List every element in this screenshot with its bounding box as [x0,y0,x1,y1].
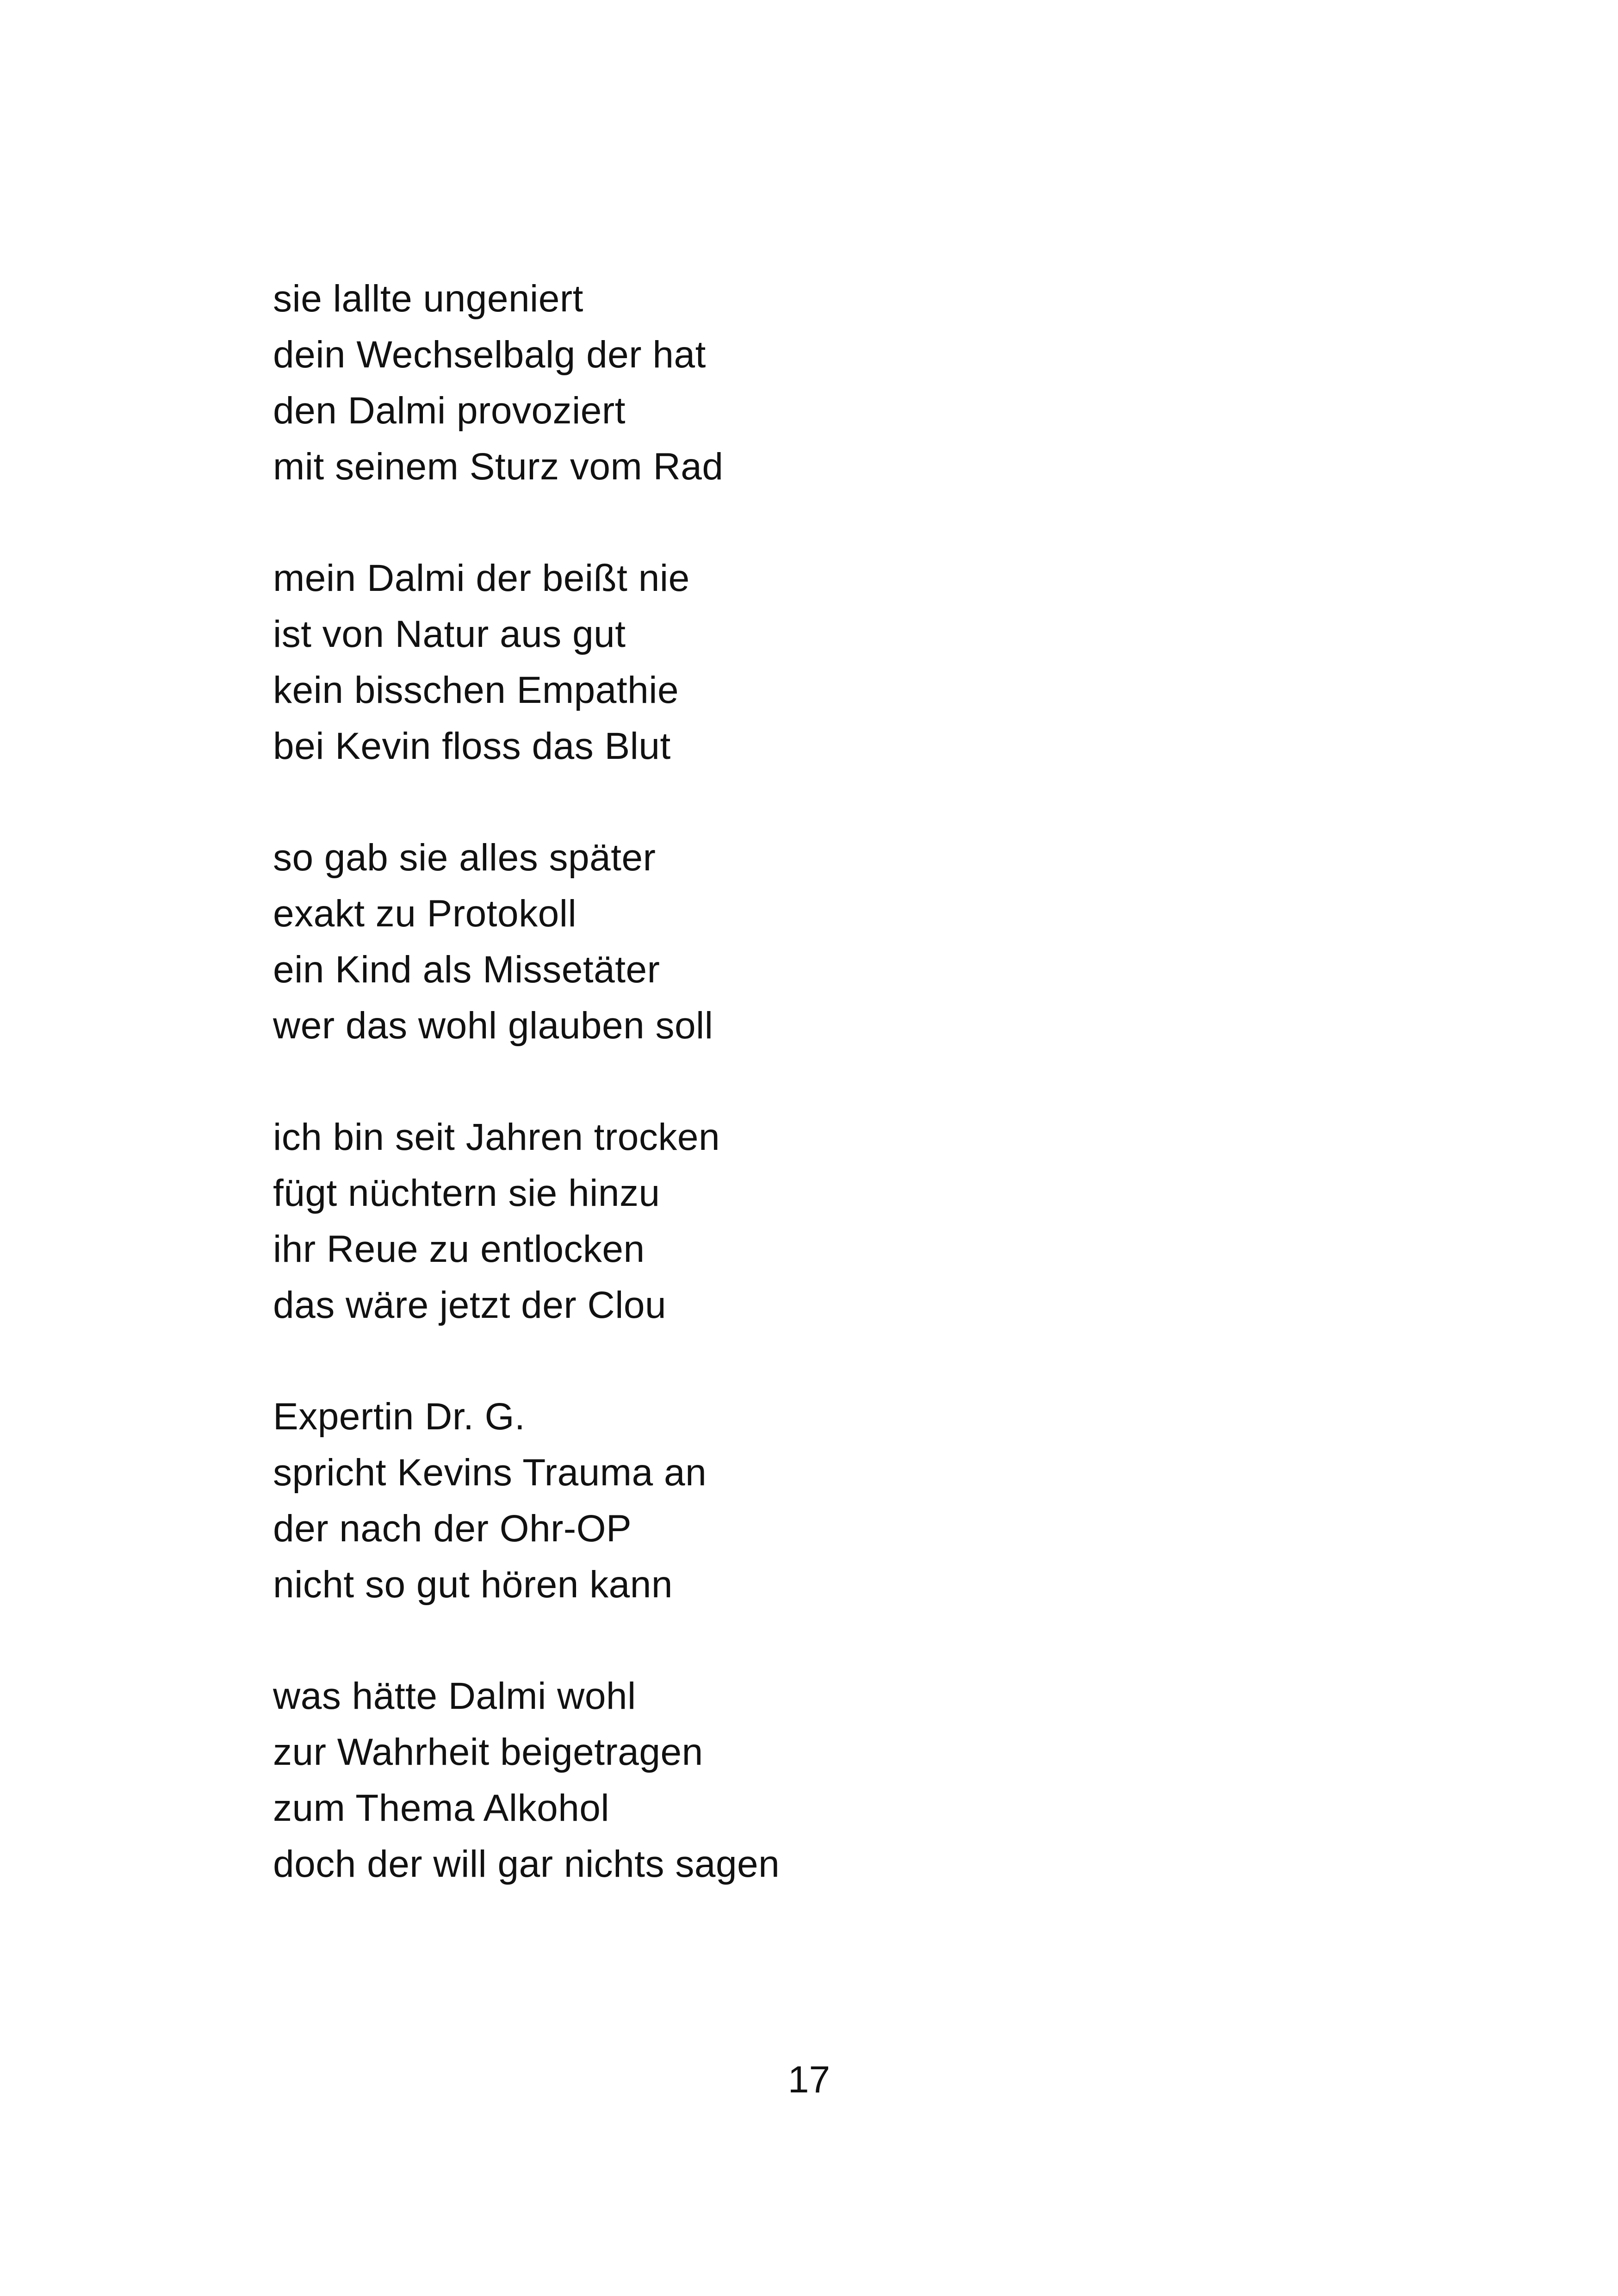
poem-line: was hätte Dalmi wohl [273,1675,636,1717]
poem-line: mein Dalmi der beißt nie [273,557,690,599]
poem-line: fügt nüchtern sie hinzu [273,1172,660,1214]
poem-line: mit seinem Sturz vom Rad [273,446,724,488]
poem-line: bei Kevin floss das Blut [273,725,671,767]
poem [273,271,1383,1948]
poem-line: dein Wechselbalg der hat [273,334,706,376]
stanza-5 [273,1389,1383,1613]
stanza-1 [273,271,1383,495]
poem-line: ist von Natur aus gut [273,613,626,655]
poem-line: das wäre jetzt der Clou [273,1284,667,1326]
stanza-4 [273,1109,1383,1333]
poem-line: ich bin seit Jahren trocken [273,1116,720,1158]
poem-line: den Dalmi provoziert [273,390,626,432]
poem-line: zum Thema Alkohol [273,1787,610,1829]
poem-line: exakt zu Protokoll [273,893,577,935]
page-number: 17 [787,2059,831,2101]
stanza-2 [273,550,1383,774]
poem-line: Expertin Dr. G. [273,1396,526,1438]
poem-line: kein bisschen Empathie [273,669,679,711]
stanza-3 [273,830,1383,1054]
poem-line: wer das wohl glauben soll [273,1005,713,1047]
poem-line: ein Kind als Missetäter [273,949,660,991]
poem-line: zur Wahrheit beigetragen [273,1731,703,1773]
stanza-6 [273,1668,1383,1892]
poem-line: so gab sie alles später [273,837,656,879]
poem-line: ihr Reue zu entlocken [273,1228,645,1270]
poem-line: sie lallte ungeniert [273,278,583,320]
poem-line: spricht Kevins Trauma an [273,1452,707,1494]
poem-line: der nach der Ohr-OP [273,1508,632,1550]
poem-line: doch der will gar nichts sagen [273,1843,780,1885]
poem-line: nicht so gut hören kann [273,1564,673,1606]
